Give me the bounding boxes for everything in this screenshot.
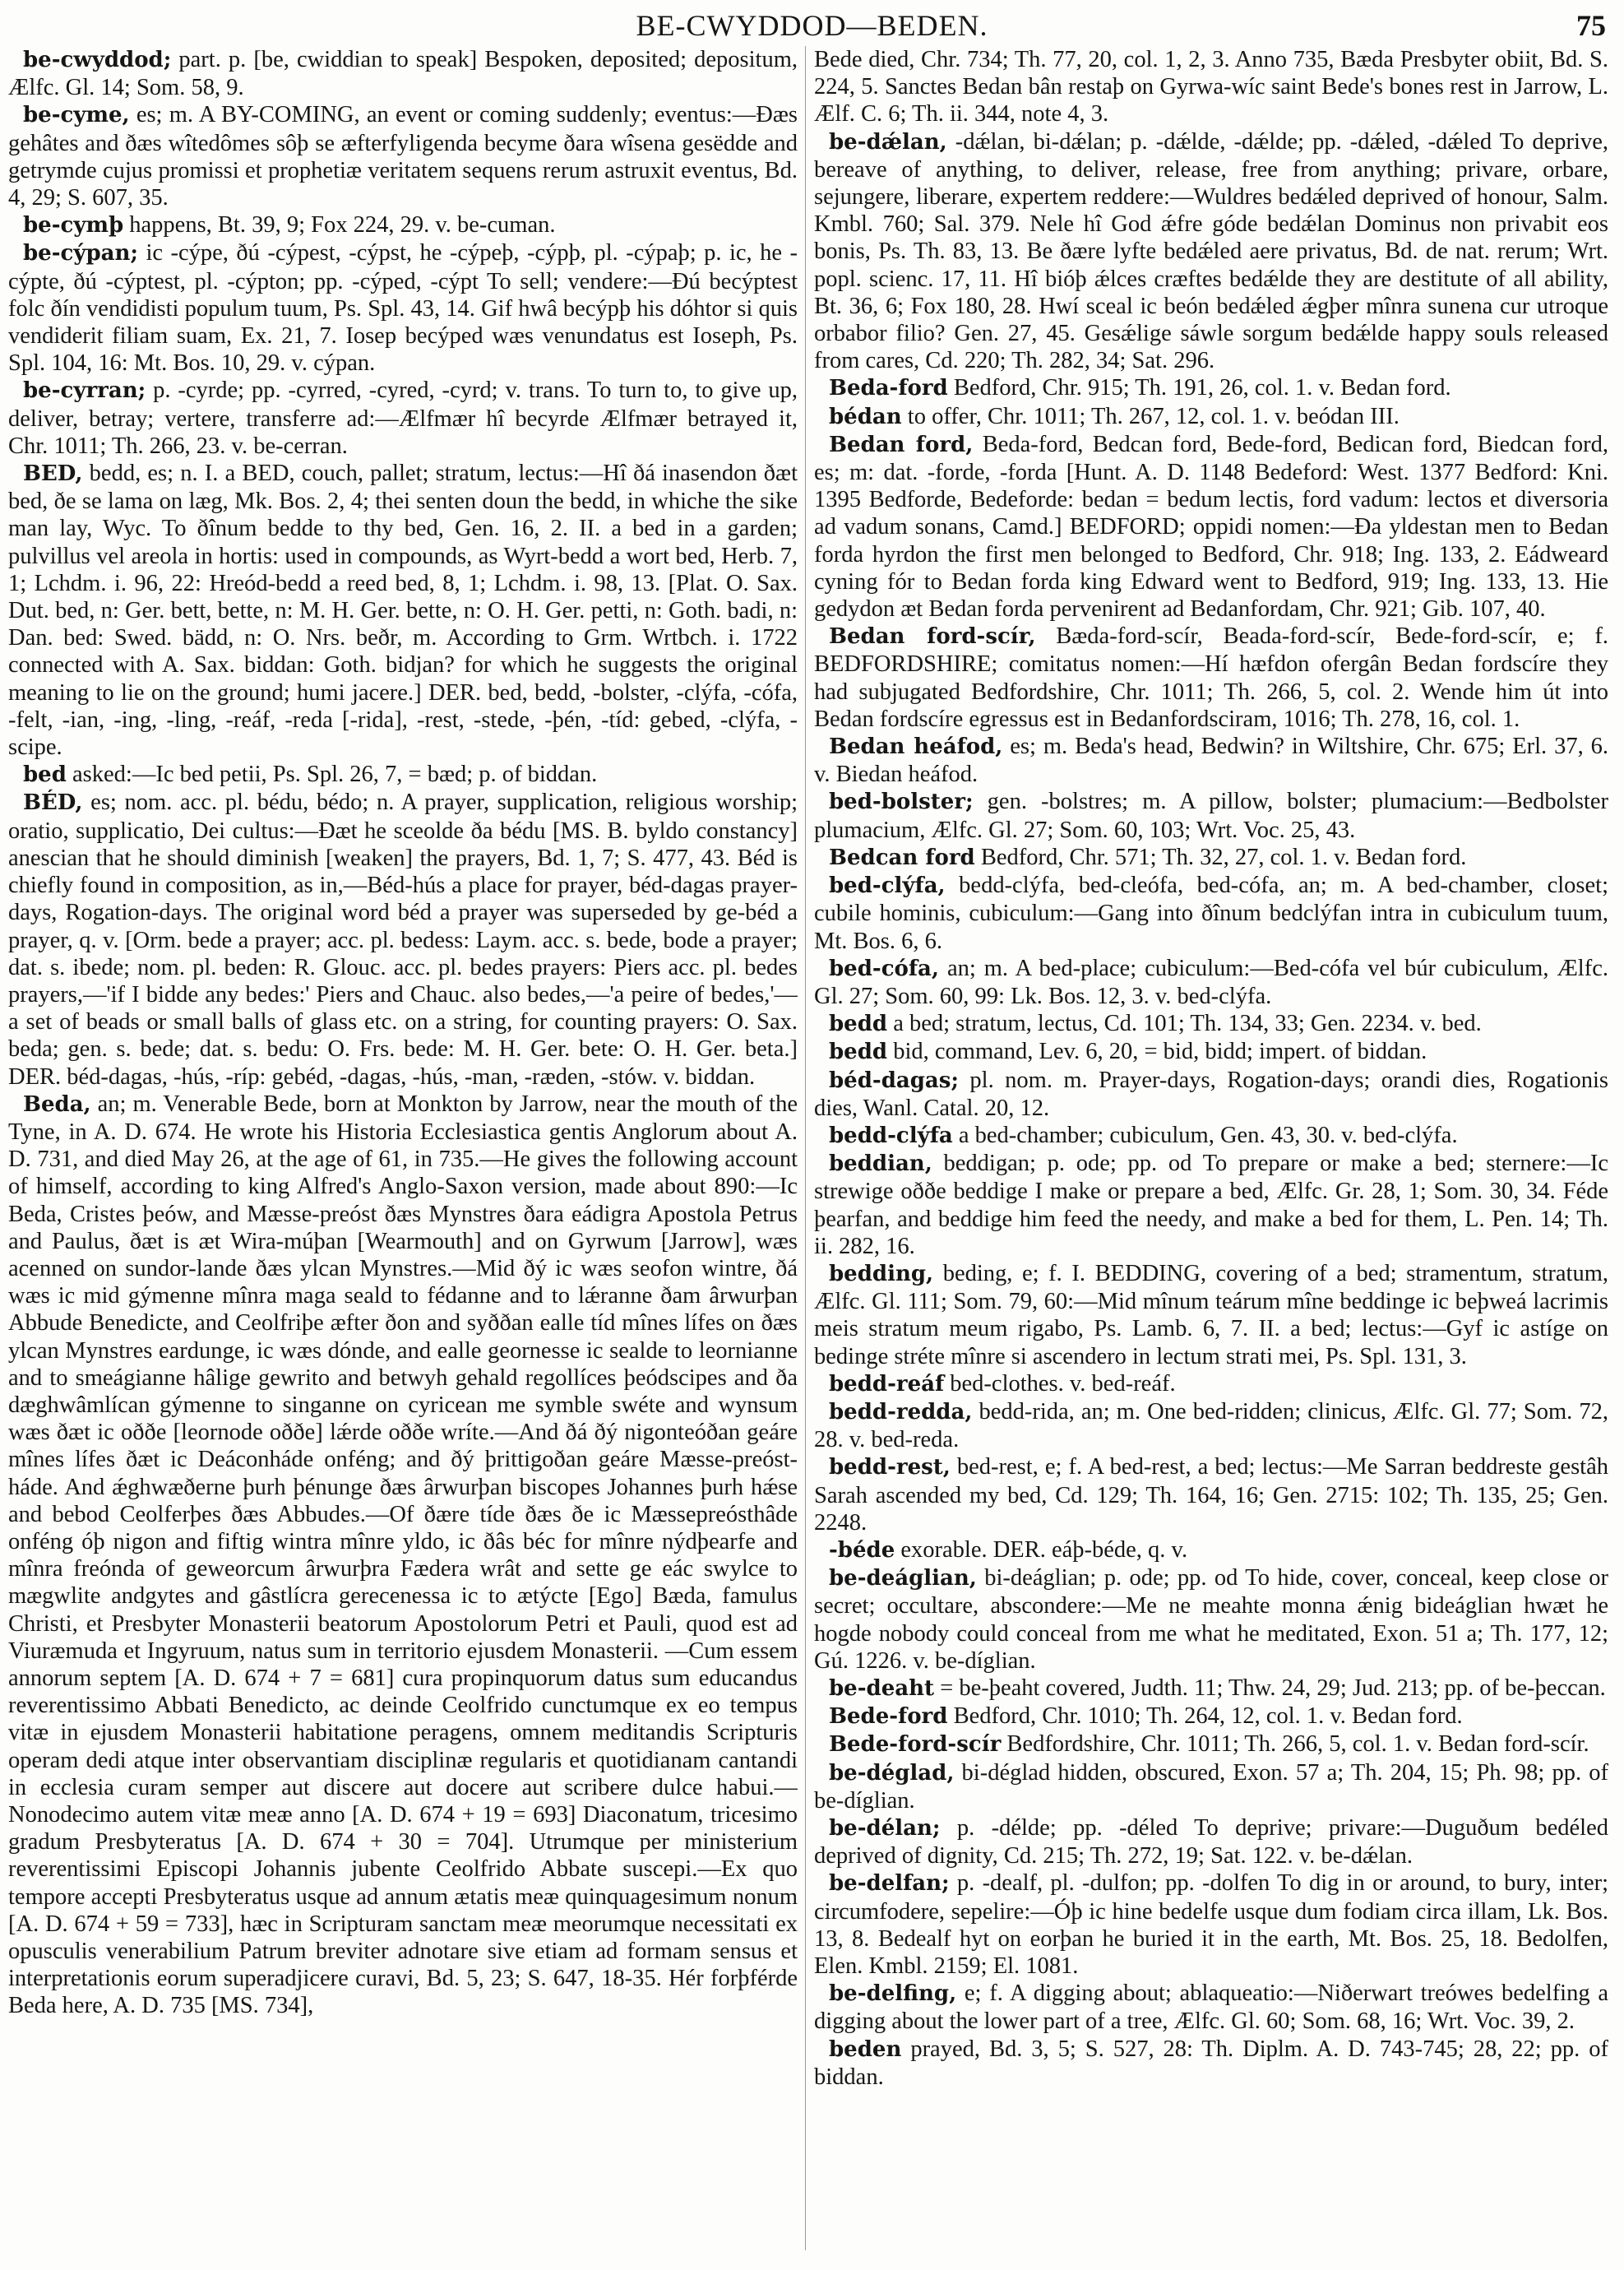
definition: bi-deáglian; p. ode; pp. od To hide, cover, conceal, keep close or secret; occultare, abscondere:—Me ne meahte monna ǽnig bideáglian hwæt he hogde nobody could conceal from me what he meditated, Exon. 51 a; Th. 177, 12; Gú. 1226. v. be-díglian. <box>814 1565 1608 1674</box>
headword: be-cyme, <box>23 103 130 128</box>
definition: asked:—Ic bed petii, Ps. Spl. 26, 7, = bæd; p. of biddan. <box>66 762 598 788</box>
definition: es; m. Beda's head, Bedwin? in Wiltshire, Chr. 675; Erl. 37, 6. v. Biedan heáfod. <box>814 734 1608 788</box>
dictionary-entry <box>814 733 1608 788</box>
definition: Bedford, Chr. 915; Th. 191, 26, col. 1. v. Bedan ford. <box>947 375 1451 401</box>
definition: a bed; stratum, lectus, Cd. 101; Th. 134, 33; Gen. 2234. v. bed. <box>887 1011 1482 1037</box>
definition: ic -cýpe, ðú -cýpest, -cýpst, he -cýpeþ, -cýpþ, pl. -cýpaþ; p. ic, he -cýpte, ðú -cýptest, pl. -cýpton; pp. -cýped, -cýpt To sell; vendere:—Ðú becýptest folc ðín vendidisti populum tuum, Ps. Spl. 43, 14. Gif hwâ becýpþ his dóhtor si quis vendiderit filiam suam, Ex. 21, 7. Iosep becýped wæs venundatus est Ioseph, Ps. Spl. 104, 16: Mt. Bos. 10, 29. v. cýpan. <box>8 240 798 377</box>
running-title: BE-CWYDDOD—BEDEN. <box>636 9 988 42</box>
headword: beden <box>829 2036 902 2062</box>
definition: happens, Bt. 39, 9; Fox 224, 29. v. be-cuman. <box>123 212 556 239</box>
headword: -béde <box>829 1537 895 1563</box>
definition: beddigan; p. ode; pp. od To prepare or make a bed; sternere:—Ic strewige oððe beddige I make or prepare a bed, Ælfc. Gr. 28, 1; Som. 30, 34. Féde þearfan, and beddige him feed the needy, and make a bed for them, L. Pen. 14; Th. ii. 282, 16. <box>814 1151 1608 1259</box>
dictionary-entry <box>814 1122 1608 1150</box>
definition: bi-déglad hidden, obscured, Exon. 57 a; Th. 204, 15; Ph. 98; pp. of be-díglian. <box>814 1759 1608 1814</box>
right-column <box>814 46 1608 2258</box>
dictionary-entry <box>814 1453 1608 1536</box>
dictionary-entry <box>814 1759 1608 1814</box>
headword: Bedan heáfod, <box>829 734 1003 760</box>
definition: bed-clothes. v. bed-reáf. <box>944 1370 1176 1397</box>
dictionary-entry <box>814 1536 1608 1564</box>
dictionary-entry <box>814 1702 1608 1730</box>
headword: BED, <box>23 461 83 487</box>
dictionary-entry <box>814 403 1608 431</box>
dictionary-entry <box>814 1260 1608 1370</box>
headword: be-cymþ <box>23 213 124 239</box>
definition: part. p. [be, cwiddian to speak] Bespoken, deposited; depositum, Ælfc. Gl. 14; Som. 58, 9. <box>8 47 798 101</box>
headword: Beda, <box>23 1091 91 1117</box>
definition: Beda-ford, Bedcan ford, Bede-ford, Bedican ford, Biedcan ford, es; m: dat. -forde, -forda [Hunt. A. D. 1148 Bedeford: West. 1377 Bedford: Kni. 1395 Bedforde, Bedeforde: bedan = bedum lectis, ford vadum: lectos et diversoria ad vadum sonans, Camd.] BEDFORD; oppidi nomen:—Ða yldestan men to Bedan forda hyrdon the first men belonged to Bedford, Chr. 918; Ing. 133, 2. Eádweard cyning fór to Bedan forda king Edward went to Bedford, 919; Ing. 133, 13. Hie gedydon æt Bedan forda pervenirent ad Bedanfordam, Chr. 921; Gib. 107, 40. <box>814 431 1608 623</box>
definition: exorable. DER. eáþ-béde, q. v. <box>895 1536 1188 1563</box>
headword: be-déglad, <box>829 1760 955 1786</box>
definition: Bedfordshire, Chr. 1011; Th. 266, 5, col. 1. v. Bedan ford-scír. <box>1001 1731 1589 1758</box>
dictionary-entry <box>814 1814 1608 1869</box>
definition: bedd, es; n. I. a BED, couch, pallet; stratum, lectus:—Hî ðá inasendon ðæt bed, ðe se lama on læg, Mk. Bos. 2, 4; thei senten doun the bedd, in whiche the sike man lay, Wyc. To ðînum bedde to thy bed, Gen. 16, 2. II. a bed in a garden; pulvillus vel areola in hortis: used in compounds, as Wyrt-bedd a wort bed, Herb. 7, 1; Lchdm. i. 96, 22: Hreód-bedd a reed bed, 8, 1; Lchdm. i. 98, 13. [Plat. O. Sax. Dut. bed, n: Ger. bett, bette, n: M. H. Ger. bette, n: O. H. Ger. petti, n: Goth. badi, n: Dan. bed: Swed. bädd, n: O. Nrs. beðr, m. According to Grm. Wrtbch. i. 1722 connected with A. Sax. biddan: Goth. bidjan? for which he suggests the original meaning to lie on the ground; humi jacere.] DER. bed, bedd, -bolster, -clýfa, -cófa, -felt, -ian, -ing, -ling, -reáf, -reda [-rida], -rest, -stede, -þén, -tíd: gebed, -clýfa, -scipe. <box>8 461 798 761</box>
dictionary-entry <box>814 1067 1608 1122</box>
dictionary-entry <box>8 460 798 761</box>
headword: béd-dagas; <box>829 1068 959 1093</box>
entry-continuation: Bede died, Chr. 734; Th. 77, 20, col. 1, 2, 3. Anno 735, Bæda Presbyter obiit, Bd. S. 224, 5. Sanctes Bedan bân restaþ on Gyrwa-wíc saint Bede's bones rest in Jarrow, L. Ælf. C. 6; Th. ii. 344, note 4, 3. <box>814 47 1608 127</box>
dictionary-entry <box>814 128 1608 375</box>
headword: Bedan ford, <box>829 432 974 457</box>
headword: bedd-reáf <box>829 1371 945 1397</box>
headword: bed <box>23 762 67 788</box>
definition: es; nom. acc. pl. bédu, bédo; n. A prayer, supplication, religious worship; oratio, supplicatio, Dei cultus:—Ðæt he sceolde ða bédu [MS. B. byldo constancy] anescian that he should diminish [weaken] the prayers, Bd. 1, 7; S. 477, 43. Béd is chiefly found in composition, as in,—Béd-hús a place for prayer, béd-dagas prayer-days, Rogation-days. The original word béd a prayer was superseded by ge-béd a prayer, q. v. [Orm. bede a prayer; acc. pl. bedess: Laym. acc. s. bede, bode a prayer; dat. s. ibede; nom. pl. beden: R. Glouc. acc. pl. bedes prayers: Piers acc. pl. bedes prayers,—'if I bidde any bedes:' Piers and Chauc. also bedes,—'a peire of bedes,'—a set of beads or small balls of glass etc. on a string, for counting prayers: O. Sax. beda; gen. s. bede; dat. s. bedu: O. Frs. bede: M. H. Ger. bete: O. H. Ger. beta.] DER. béd-dagas, -hús, -ríp: gebéd, -dagas, -hús, -man, -ræden, -stów. v. biddan. <box>8 790 798 1090</box>
dictionary-entry <box>8 1091 798 2020</box>
dictionary-entry <box>814 374 1608 402</box>
headword: Beda-ford <box>829 376 948 401</box>
column-divider <box>805 46 806 2250</box>
definition: to offer, Chr. 1011; Th. 267, 12, col. 1. v. beódan III. <box>901 403 1400 429</box>
headword: BÉD, <box>23 790 83 816</box>
definition: pl. nom. m. Prayer-days, Rogation-days; orandi dies, Rogationis dies, Wanl. Catal. 20, 12. <box>814 1067 1608 1121</box>
headword: bedd-clýfa <box>829 1123 953 1148</box>
dictionary-entry <box>814 1398 1608 1453</box>
headword: bedd-rest, <box>829 1455 951 1480</box>
dictionary-entry <box>814 1869 1608 1980</box>
definition: = be-þeaht covered, Judth. 11; Thw. 24, 29; Jud. 213; pp. of be-þeccan. <box>934 1675 1606 1701</box>
dictionary-entry <box>814 431 1608 623</box>
headword: be-dǽlan, <box>829 129 947 155</box>
headword: be-cwyddod; <box>23 48 172 72</box>
dictionary-entry <box>814 1730 1608 1758</box>
definition: -dǽlan, bi-dǽlan; p. -dǽlde, -dǽlde; pp. -dǽled, -dǽled To deprive, bereave of anything, to deliver, release, free from anything; privare, orbare, sejungere, liberare, expertem reddere:—Wuldres bedǽled deprived of honour, Salm. Kmbl. 760; Sal. 379. Nele hî God ǽfre góde bedǽlan Dominus non privabit eos bonis, Ps. Th. 83, 13. Be ðære lyfte bedǽled aere privatus, Bd. de nat. rerum; Wrt. popl. scienc. 17, 11. Hî bióþ ǽlces cræftes bedǽlde they are destitute of all ability, Bt. 36, 6; Fox 180, 28. Hwí sceal ic beón bedǽled ǽgþer mînra sunena cur utroque orbabor filio? Gen. 27, 45. Gesǽlige sáwle sorgum bedǽlde happy souls released from cares, Cd. 220; Th. 282, 34; Sat. 296. <box>814 128 1608 374</box>
definition: Bedford, Chr. 571; Th. 32, 27, col. 1. v. Bedan ford. <box>974 844 1467 870</box>
dictionary-entry <box>8 239 798 377</box>
dictionary-entry <box>814 1150 1608 1260</box>
headword: bédan <box>829 404 902 429</box>
headword: bed-cófa, <box>829 956 939 981</box>
left-column <box>8 46 798 2258</box>
definition: an; m. Venerable Bede, born at Monkton by Jarrow, near the mouth of the Tyne, in A. D. 674. He wrote his Historia Ecclesiastica gentis Anglorum about A. D. 731, and died May 26, at the age of 61, in 735.—He gives the following account of himself, according to king Alfred's Anglo-Saxon version, made about 890:—Ic Beda, Cristes þeów, and Mæsse-preóst ðæs Mynstres ðara eádigra Apostola Petrus and Paulus, ðæt is æt Wira-múþan [Wearmouth] and on Gyrwum [Jarrow], wæs acenned on sundor-lande ðæs ylcan Mynstres.—Mid ðý ic wæs seofon wintre, ðá wæs ic mid gýmenne mînra maga seald to fédanne and to lǽranne ðam ârwurþan Abbude Benedicte, and Ceolfriþe æfter ðon and syððan ealle tíd mînes lífes on ðæs ylcan Mynstres eardunge, ic wæs dónde, and ealle geornesse ic sealde to leornianne and to smeágianne hâlige gewrito and betwyh gehald regollíces þeódscipes and ða dæghwâmlícan gýmenne to singanne on cyricean me symble swéte and wynsum wæs ðæt ic oððe [leornode oððe] lǽrde oððe wríte.—And ðá ðý nigonteóðan geáre mînes lífes ðæt ic Deáconháde onféng; and ðý þrittigoðan geáre Mæsse-preóst-háde. And ǽghwæðerne þurh þénunge ðæs ârwurþan biscopes Johannes þurh hǽse and bebod Ceolferþes ðæs Abbudes.—Of ðære tíde ðæs ðe ic Mæssepreósthâde onféng óþ nigon and fiftig wintra mînre yldo, ic ðâs béc for mînre nýdþearfe and mînra freónda of geweorcum ârwurþra Fædera wrât and sette ge eác swylce to mægwlite andgytes and gâstlícra gerecenessa ic to ætýcte [Ego] Bæda, famulus Christi, et Presbyter Monasterii beatorum Apostolorum Petri et Pauli, quod est ad Viuræmuda et Ingyruum, natus sum in territorio ejusdem Monasterii. —Cum essem annorum septem [A. D. 674 + 7 = 681] cura propinquorum datus sum educandus reverentissimo Abbati Benedicto, ac deinde Ceolfrido cunctumque ex eo tempus vitæ in ejusdem Monasterii habitatione peragens, omnem meditandis Scripturis operam dedi atque inter observantiam disciplinæ regularis et quotidianam cantandi in ecclesia curam semper aut discere aut docere aut scribere dulce habui.—Nonodecimo autem vitæ meæ anno [A. D. 674 + 19 = 693] Diaconatum, tricesimo gradum Presbyteratus [A. D. 674 + 30 = 704]. Utrumque per ministerium reverentissimi Episcopi Johannis jubente Ceolfrido Abbate suscepi.—Ex quo tempore accepti Presbyteratus usque ad annum ætatis meæ quinquagesimum nonum [A. D. 674 + 59 = 733], hæc in Scripturam sanctam meæ meorumque necessitati ex opusculis venerabilium Patrum breviter adnotare sive etiam ad formam sensus et interpretationis eorum superadjicere curavi, Bd. 5, 23; S. 647, 18-35. Hér forþférde Beda here, A. D. 735 [MS. 734], <box>8 1091 798 2019</box>
definition: bid, command, Lev. 6, 20, = bid, bidd; impert. of biddan. <box>887 1039 1427 1065</box>
dictionary-entry <box>814 844 1608 872</box>
headword: bedd-redda, <box>829 1399 973 1425</box>
running-head <box>0 3 1624 44</box>
definition: es; m. A BY-COMING, an event or coming suddenly; eventus:—Ðæs gehâtes and ðæs wîtedômes sôþ se æfterfyligenda becyme ðara wîsena gesëdde and getrymde cujus promissi et prophetiæ veritatem sequens rerum astruxit eventus, Bd. 4, 29; S. 607, 35. <box>8 102 798 211</box>
dictionary-entry <box>8 789 798 1090</box>
dictionary-entry <box>814 1675 1608 1702</box>
headword: be-delfing, <box>829 1981 957 2007</box>
definition: p. -délde; pp. -déled To deprive; privare:—Duguðum bedéled deprived of dignity, Cd. 215; Th. 272, 19; Sat. 122. v. be-dǽlan. <box>814 1815 1608 1869</box>
headword: Bede-ford <box>829 1704 948 1730</box>
definition: beding, e; f. I. BEDDING, covering of a bed; stramentum, stratum, Ælfc. Gl. 111; Som. 79, 60:—Mid mînum teárum mîne beddinge ic beþweá lacrimis meis stratum meum rigabo, Ps. Lamb. 6, 7. II. a bed; lectus:—Gyf ic astíge on bedinge stréte mînre si ascendero in lectum strati mei, Ps. Spl. 131, 3. <box>814 1260 1608 1369</box>
headword: be-cyrran; <box>23 378 146 404</box>
definition: bed-rest, e; f. A bed-rest, a bed; lectus:—Me Sarran beddreste gestâh Sarah ascended my bed, Cd. 129; Th. 164, 16; Gen. 2715: 102; Th. 135, 25; Gen. 2248. <box>814 1454 1608 1536</box>
headword: bedd <box>829 1040 888 1065</box>
definition: bedd-rida, an; m. One bed-ridden; clinicus, Ælfc. Gl. 77; Som. 72, 28. v. bed-reda. <box>814 1398 1608 1453</box>
definition: Bedford, Chr. 1010; Th. 264, 12, col. 1. v. Bedan ford. <box>947 1703 1463 1730</box>
definition: bedd-clýfa, bed-cleófa, bed-cófa, an; m. A bed-chamber, closet; cubile hominis, cubiculum:—Gang into ðînum bedclýfan intra in cubiculum tuum, Mt. Bos. 6, 6. <box>814 873 1608 954</box>
dictionary-entry <box>8 377 798 460</box>
dictionary-entry <box>814 1564 1608 1675</box>
headword: Bede-ford-scír <box>829 1732 1002 1758</box>
dictionary-entry <box>814 623 1608 733</box>
dictionary-entry <box>814 872 1608 955</box>
headword: be-délan; <box>829 1816 941 1841</box>
dictionary-entry <box>8 761 798 789</box>
headword: be-delfan; <box>829 1871 950 1897</box>
page-number: 75 <box>1576 9 1606 42</box>
headword: bed-clýfa, <box>829 873 946 899</box>
dictionary-entry <box>8 46 798 101</box>
definition: p. -dealf, pl. -dulfon; pp. -dolfen To dig in or around, to bury, inter; circumfodere, sepelire:—Óþ ic hine bedelfe usque dum fodiam circa illam, Lk. Bos. 13, 8. Bedealf hyt on eorþan he buried it in the earth, Mt. Bos. 25, 18. Bedolfen, Elen. Kmbl. 2159; El. 1081. <box>814 1870 1608 1980</box>
definition: gen. -bolstres; m. A pillow, bolster; plumacium:—Bedbolster plumacium, Ælfc. Gl. 27; Som. 60, 103; Wrt. Voc. 25, 43. <box>814 789 1608 843</box>
headword: be-deaht <box>829 1675 934 1701</box>
dictionary-entry <box>814 1980 1608 2035</box>
dictionary-entry <box>814 2036 1608 2091</box>
headword: beddian, <box>829 1151 932 1177</box>
dictionary-entry <box>814 788 1608 843</box>
headword: bedding, <box>829 1261 934 1286</box>
headword: bedd <box>829 1012 888 1037</box>
headword: bed-bolster; <box>829 790 974 815</box>
definition: prayed, Bd. 3, 5; S. 527, 28: Th. Diplm. A. D. 743-745; 28, 22; pp. of biddan. <box>814 2036 1608 2090</box>
definition: p. -cyrde; pp. -cyrred, -cyred, -cyrd; v. trans. To turn to, to give up, deliver, betray; vertere, transferre ad:—Ælfmær hî becyrde Ælfmær betrayed it, Chr. 1011; Th. 266, 23. v. be-cerran. <box>8 378 798 459</box>
dictionary-entry <box>8 101 798 211</box>
dictionary-entry <box>814 1370 1608 1398</box>
dictionary-entry <box>814 955 1608 1010</box>
definition: e; f. A digging about; ablaqueatio:—Niðerwart treówes bedelfing a digging about the lower part of a tree, Ælfc. Gl. 60; Som. 68, 16; Wrt. Voc. 39, 2. <box>814 1980 1608 2035</box>
headword: be-deáglian, <box>829 1566 977 1591</box>
dictionary-entry <box>814 1038 1608 1066</box>
headword: Bedcan ford <box>829 845 975 870</box>
dictionary-entry <box>8 211 798 239</box>
definition: Bæda-ford-scír, Beada-ford-scír, Bede-ford-scír, e; f. BEDFORDSHIRE; comitatus nomen:—Hí hæfdon ofergân Bedan fordscíre they had subjugated Bedfordshire, Chr. 1011; Th. 266, 5, col. 2. Wende him út into Bedan fordscíre egressus est in Bedanfordsciram, 1016; Th. 278, 16, col. 1. <box>814 623 1608 732</box>
headword: be-cýpan; <box>23 241 138 266</box>
dictionary-entry <box>814 1010 1608 1038</box>
definition: an; m. A bed-place; cubiculum:—Bed-cófa vel búr cubiculum, Ælfc. Gl. 27; Som. 60, 99: Lk. Bos. 12, 3. v. bed-clýfa. <box>814 955 1608 1009</box>
definition: a bed-chamber; cubiculum, Gen. 43, 30. v. bed-clýfa. <box>952 1122 1458 1148</box>
headword: Bedan ford-scír, <box>829 624 1036 650</box>
